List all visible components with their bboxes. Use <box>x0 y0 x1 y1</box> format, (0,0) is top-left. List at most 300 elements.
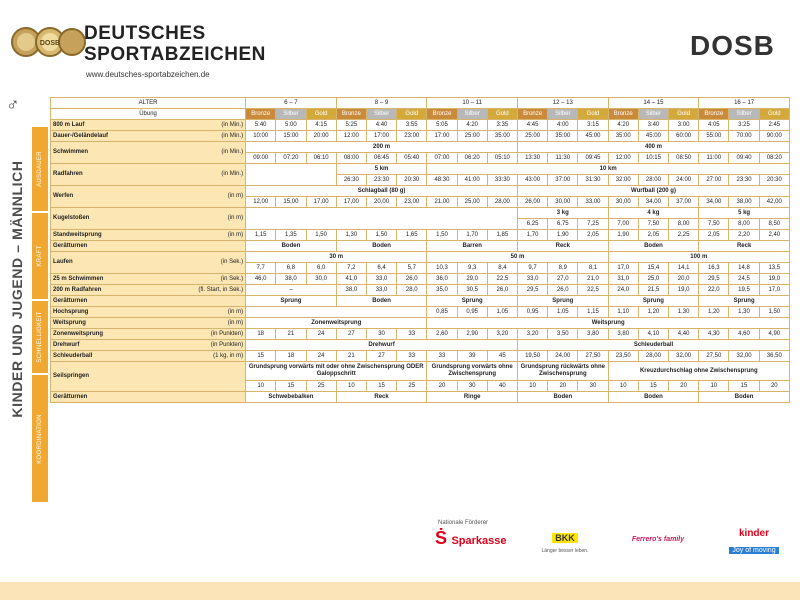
table-row <box>51 340 790 351</box>
exercise-name: 25 m Schwimmen <box>51 274 171 285</box>
value-cell: 30,00 <box>608 197 638 208</box>
value-cell: 41,0 <box>336 274 366 285</box>
value-cell: 1,50 <box>427 230 457 241</box>
value-cell: 35:00 <box>487 131 517 142</box>
distance-label: 5 kg <box>699 208 790 219</box>
value-cell: 19,0 <box>759 274 789 285</box>
exercise-unit: (in m) <box>170 230 246 241</box>
value-cell: 1,90 <box>608 230 638 241</box>
value-cell: 27:00 <box>699 175 729 186</box>
value-cell: 26:30 <box>336 175 366 186</box>
level-silber: Silber <box>548 109 578 120</box>
value-cell: 15 <box>366 381 396 392</box>
value-cell: 5,7 <box>397 263 427 274</box>
value-cell: 20 <box>669 381 699 392</box>
value-cell: 08:00 <box>336 153 366 164</box>
category-koordination <box>32 375 48 502</box>
value-cell: 09:45 <box>578 153 608 164</box>
exercise-name: Drehwurf <box>51 340 171 351</box>
category-label: KRAFT <box>37 245 43 267</box>
value-cell: 60:00 <box>669 131 699 142</box>
value-cell: 38,0 <box>276 274 306 285</box>
value-cell: 25 <box>397 381 427 392</box>
exercise-unit: (fl. Start, in Sek.) <box>170 285 246 296</box>
exercise-name: Weitsprung <box>51 318 171 329</box>
value-cell: 34,00 <box>638 197 668 208</box>
level-gold: Gold <box>306 109 336 120</box>
table-row <box>51 296 790 307</box>
value-cell: 18 <box>276 351 306 362</box>
value-cell: 4,10 <box>638 329 668 340</box>
distance-label: Schlagball (80 g) <box>246 186 518 197</box>
value-cell: 1,50 <box>366 230 396 241</box>
value-cell: 28,0 <box>397 285 427 296</box>
value-cell: 15 <box>246 351 276 362</box>
value-cell: 9,3 <box>457 263 487 274</box>
value-cell: 19,0 <box>669 285 699 296</box>
value-cell: 32,00 <box>669 351 699 362</box>
value-cell: 27,50 <box>578 351 608 362</box>
value-cell: 20:30 <box>397 175 427 186</box>
exercise-unit: (in Punkten) <box>170 329 246 340</box>
value-cell: 0,95 <box>518 307 548 318</box>
value-cell: 3:35 <box>487 120 517 131</box>
value-cell: 30,5 <box>457 285 487 296</box>
discipline-label: Grundsprung vorwärts mit oder ohne Zwischensprung ODER Galoppschritt <box>246 362 427 381</box>
value-cell: 4:15 <box>306 120 336 131</box>
value-cell: 28,00 <box>638 351 668 362</box>
value-cell: 10 <box>699 381 729 392</box>
distance-label: 3 kg <box>518 208 609 219</box>
value-cell: 27,50 <box>699 351 729 362</box>
bkk-logo <box>535 528 595 564</box>
value-cell: 6,25 <box>518 219 548 230</box>
brand-url-link[interactable]: www.deutsches-sportabzeichen.de <box>86 70 210 79</box>
value-cell: 1,35 <box>276 230 306 241</box>
value-cell: 10:15 <box>638 153 668 164</box>
value-cell: 17,0 <box>759 285 789 296</box>
distance-label: 30 m <box>246 252 427 263</box>
value-cell: 33,0 <box>366 285 396 296</box>
value-cell: 42,00 <box>759 197 789 208</box>
exercise-name: 200 m Radfahren <box>51 285 171 296</box>
value-cell: 2,60 <box>427 329 457 340</box>
distance-label: 400 m <box>518 142 790 153</box>
value-cell: 45:00 <box>578 131 608 142</box>
value-cell: 24 <box>306 329 336 340</box>
value-cell: 10 <box>608 381 638 392</box>
value-cell: 41:00 <box>457 175 487 186</box>
value-cell: 37,00 <box>669 197 699 208</box>
sponsor-label: Nationale Förderer <box>438 520 489 526</box>
category-label: KOORDINATION <box>37 413 43 464</box>
bkk-slogan: Länger besser leben. <box>541 548 589 554</box>
value-cell: 6,8 <box>276 263 306 274</box>
value-cell: 1,65 <box>397 230 427 241</box>
footer-band <box>0 582 800 600</box>
value-cell: 2,05 <box>699 230 729 241</box>
value-cell: 10 <box>336 381 366 392</box>
value-cell: 20,0 <box>669 274 699 285</box>
age-group-header: 16 – 17 <box>699 98 790 109</box>
value-cell: 36,50 <box>759 351 789 362</box>
level-bronze: Bronze <box>427 109 457 120</box>
dosb-logo <box>690 30 775 62</box>
value-cell: 13,5 <box>759 263 789 274</box>
value-cell: 1,50 <box>306 230 336 241</box>
age-group-header: 12 – 13 <box>518 98 609 109</box>
exercise-name: Hochsprung <box>51 307 171 318</box>
value-cell: 1,30 <box>669 307 699 318</box>
table-row <box>51 307 790 318</box>
value-cell: 24:00 <box>669 175 699 186</box>
value-cell: 7,50 <box>699 219 729 230</box>
value-cell: 4:40 <box>366 120 396 131</box>
value-cell: 7,2 <box>336 263 366 274</box>
apparatus-cell: Boden <box>246 241 337 252</box>
kinder-text: kinder <box>738 528 769 539</box>
value-cell: 21,00 <box>427 197 457 208</box>
apparatus-cell: Schwebebalken <box>246 392 337 403</box>
value-cell: 43:00 <box>518 175 548 186</box>
value-cell: 07:00 <box>427 153 457 164</box>
exercise-unit: (in Min.) <box>170 131 246 142</box>
value-cell: 4,60 <box>729 329 759 340</box>
value-cell: 3:25 <box>729 120 759 131</box>
value-cell: 25:00 <box>457 131 487 142</box>
level-bronze: Bronze <box>699 109 729 120</box>
level-bronze: Bronze <box>608 109 638 120</box>
value-cell: 16,3 <box>699 263 729 274</box>
ferrero-text: Ferrero's family <box>631 536 685 543</box>
value-cell: 2,05 <box>578 230 608 241</box>
medal-text: DOSB <box>39 40 61 47</box>
value-cell: 18 <box>246 329 276 340</box>
discipline-label: Grundsprung rückwärts ohne Zwischensprung <box>518 362 609 381</box>
value-cell: 33 <box>397 329 427 340</box>
discipline-label: Weitsprung <box>427 318 790 329</box>
value-cell: 40 <box>487 381 517 392</box>
apparatus-cell: Boden <box>608 392 699 403</box>
level-silber: Silber <box>638 109 668 120</box>
value-cell: 17,0 <box>608 263 638 274</box>
value-cell: 6,75 <box>548 219 578 230</box>
value-cell: 05:10 <box>487 153 517 164</box>
exercise-unit: (in Punkten) <box>170 340 246 351</box>
value-cell: 1,70 <box>518 230 548 241</box>
apparatus-cell: Reck <box>699 241 790 252</box>
value-cell: 08:50 <box>669 153 699 164</box>
value-cell: 35:00 <box>548 131 578 142</box>
header-row-levels <box>51 109 790 120</box>
level-bronze: Bronze <box>518 109 548 120</box>
value-cell: 13:30 <box>518 153 548 164</box>
level-gold: Gold <box>578 109 608 120</box>
exercise-name: Schleuderball <box>51 351 171 362</box>
table-row <box>51 392 790 403</box>
exercise-name: Schwimmen <box>51 142 171 164</box>
level-silber: Silber <box>276 109 306 120</box>
value-cell: 5:00 <box>276 120 306 131</box>
value-cell: 17:00 <box>427 131 457 142</box>
bkk-text: BKK <box>552 533 578 543</box>
value-cell: 25,00 <box>457 197 487 208</box>
apparatus-cell: Sprung <box>246 296 337 307</box>
performance-table <box>50 97 790 403</box>
table-row <box>51 274 790 285</box>
value-cell: 15 <box>729 381 759 392</box>
value-cell: 1,70 <box>457 230 487 241</box>
value-cell: 1,05 <box>548 307 578 318</box>
value-cell: 4,30 <box>699 329 729 340</box>
value-cell: 15 <box>276 381 306 392</box>
uebung-label: Übung <box>51 109 246 120</box>
apparatus-cell: Sprung <box>608 296 699 307</box>
value-cell: 4:20 <box>608 120 638 131</box>
level-silber: Silber <box>366 109 396 120</box>
value-cell: 07:20 <box>276 153 306 164</box>
value-cell: 10 <box>518 381 548 392</box>
value-cell: 11:30 <box>548 153 578 164</box>
value-cell: 7,50 <box>638 219 668 230</box>
alter-label: ALTER <box>51 98 246 109</box>
value-cell: 3,20 <box>487 329 517 340</box>
value-cell: 1,85 <box>487 230 517 241</box>
value-cell: 35:00 <box>608 131 638 142</box>
age-group-header: 10 – 11 <box>427 98 518 109</box>
exercise-unit: (in m) <box>170 307 246 318</box>
value-cell: 12,00 <box>246 197 276 208</box>
value-cell: 4,40 <box>669 329 699 340</box>
table-row <box>51 208 790 219</box>
value-cell: 14,1 <box>669 263 699 274</box>
vertical-title <box>4 94 30 484</box>
table-row <box>51 285 790 296</box>
ferrero-logo <box>628 528 688 564</box>
value-cell: 90:00 <box>759 131 789 142</box>
value-cell: 23:30 <box>729 175 759 186</box>
value-cell: 17,00 <box>336 197 366 208</box>
value-cell: 1,15 <box>246 230 276 241</box>
apparatus-cell: Sprung <box>518 296 609 307</box>
value-cell: 70:00 <box>729 131 759 142</box>
category-label: AUSDAUER <box>37 151 43 187</box>
level-gold: Gold <box>759 109 789 120</box>
value-cell: 08:20 <box>759 153 789 164</box>
value-cell: 09:00 <box>246 153 276 164</box>
value-cell: 23:00 <box>397 131 427 142</box>
apparatus-cell: Barren <box>427 241 518 252</box>
value-cell: 1,10 <box>608 307 638 318</box>
value-cell: 25 <box>306 381 336 392</box>
value-cell: 19,50 <box>518 351 548 362</box>
exercise-name: Radfahren <box>51 164 171 186</box>
value-cell: 26,0 <box>397 274 427 285</box>
value-cell: 48:30 <box>427 175 457 186</box>
value-cell: 15 <box>638 381 668 392</box>
value-cell: 10 <box>246 381 276 392</box>
exercise-unit: (in Min.) <box>170 164 246 186</box>
apparatus-cell: Boden <box>336 241 427 252</box>
value-cell: 4:05 <box>699 120 729 131</box>
value-cell: 32,00 <box>729 351 759 362</box>
value-cell: 45:00 <box>638 131 668 142</box>
exercise-unit: (in Min.) <box>170 142 246 164</box>
value-cell: 25:00 <box>518 131 548 142</box>
apparatus-cell: Reck <box>336 392 427 403</box>
table-row <box>51 142 790 153</box>
exercise-name: Dauer-/Geländelauf <box>51 131 171 142</box>
value-cell: 3,20 <box>518 329 548 340</box>
discipline-label: Kreuzdurchschlag ohne Zwischensprung <box>608 362 789 381</box>
distance-label: 4 kg <box>608 208 699 219</box>
value-cell: 45 <box>487 351 517 362</box>
table-row <box>51 318 790 329</box>
value-cell: 2:45 <box>759 120 789 131</box>
value-cell: 27 <box>336 329 366 340</box>
value-cell: 24 <box>306 351 336 362</box>
sparkasse-text: Sparkasse <box>451 535 507 547</box>
discipline-label: Schleuderball <box>518 340 790 351</box>
value-cell: 25,0 <box>638 274 668 285</box>
table-row <box>51 351 790 362</box>
value-cell: 23:30 <box>366 175 396 186</box>
value-cell: 39 <box>457 351 487 362</box>
value-cell: 1,50 <box>759 307 789 318</box>
empty-cell <box>246 307 427 318</box>
table-row <box>51 230 790 241</box>
kinder-logo <box>720 528 788 564</box>
value-cell: 21 <box>336 351 366 362</box>
value-cell: 24,00 <box>548 351 578 362</box>
exercise-unit: (in m) <box>170 208 246 230</box>
level-gold: Gold <box>669 109 699 120</box>
value-cell: 33,00 <box>578 197 608 208</box>
vertical-title-text: KINDER UND JUGEND – MÄNNLICH <box>9 160 25 418</box>
exercise-name: Laufen <box>51 252 171 274</box>
value-cell: 33:30 <box>487 175 517 186</box>
value-cell: 2,20 <box>729 230 759 241</box>
value-cell: 30 <box>366 329 396 340</box>
value-cell: 33 <box>427 351 457 362</box>
value-cell: 3,80 <box>578 329 608 340</box>
value-cell: 2,25 <box>669 230 699 241</box>
level-gold: Gold <box>487 109 517 120</box>
value-cell: 29,5 <box>699 274 729 285</box>
apparatus-cell: Boden <box>518 392 609 403</box>
value-cell: 6,0 <box>306 263 336 274</box>
value-cell: 30,00 <box>548 197 578 208</box>
distance-label: Wurfball (200 g) <box>518 186 790 197</box>
value-cell: 06:10 <box>306 153 336 164</box>
category-kraft <box>32 213 48 299</box>
exercise-name: Gerätturnen <box>51 392 246 403</box>
apparatus-cell: Boden <box>608 241 699 252</box>
value-cell: 46,0 <box>246 274 276 285</box>
value-cell: 09:40 <box>729 153 759 164</box>
apparatus-cell: Sprung <box>699 296 790 307</box>
value-cell: 20:00 <box>306 131 336 142</box>
value-cell: 27,0 <box>548 274 578 285</box>
apparatus-cell: Ringe <box>427 392 518 403</box>
value-cell: 0,95 <box>457 307 487 318</box>
value-cell: 27 <box>366 351 396 362</box>
table-row <box>51 164 790 175</box>
value-cell: 1,20 <box>699 307 729 318</box>
value-cell: 0,85 <box>427 307 457 318</box>
value-cell: 1,30 <box>729 307 759 318</box>
table-row <box>51 252 790 263</box>
header-row-age <box>51 98 790 109</box>
value-cell: 24,0 <box>608 285 638 296</box>
distance-label: 10 km <box>427 164 790 175</box>
value-cell: 26,0 <box>487 285 517 296</box>
value-cell: 1,30 <box>336 230 366 241</box>
male-symbol-icon: ♂ <box>6 94 20 114</box>
distance-label: 100 m <box>608 252 789 263</box>
discipline-label: Zonenweitsprung <box>246 318 427 329</box>
value-cell: 20 <box>548 381 578 392</box>
dosb-logo-text: DOSB <box>690 30 775 61</box>
value-cell: 10:00 <box>246 131 276 142</box>
exercise-unit: (in Min.) <box>170 120 246 131</box>
discipline-label: Grundsprung vorwärts ohne Zwischensprung <box>427 362 518 381</box>
value-cell: 31,0 <box>608 274 638 285</box>
value-cell: 33,0 <box>518 274 548 285</box>
value-cell: 8,50 <box>759 219 789 230</box>
value-cell: 28,00 <box>487 197 517 208</box>
value-cell: 6,4 <box>366 263 396 274</box>
value-cell: 12:00 <box>336 131 366 142</box>
value-cell: 12:00 <box>608 153 638 164</box>
value-cell: 1,20 <box>638 307 668 318</box>
empty-cell <box>246 208 518 230</box>
exercise-name: Standweitsprung <box>51 230 171 241</box>
value-cell: 32:00 <box>608 175 638 186</box>
value-cell: 10,3 <box>427 263 457 274</box>
apparatus-cell: Boden <box>336 296 427 307</box>
sparkasse-icon: Ṡ <box>435 528 448 548</box>
exercise-name: Kugelstoßen <box>51 208 171 230</box>
age-group-header: 6 – 7 <box>246 98 337 109</box>
value-cell: 3:40 <box>638 120 668 131</box>
value-cell: 30 <box>578 381 608 392</box>
table-row <box>51 120 790 131</box>
value-cell: 24,5 <box>729 274 759 285</box>
value-cell: 8,00 <box>669 219 699 230</box>
value-cell: 8,4 <box>487 263 517 274</box>
value-cell: 15:00 <box>276 131 306 142</box>
category-label: SCHNELLIGKEIT <box>37 311 43 363</box>
value-cell: 34,00 <box>699 197 729 208</box>
value-cell: 33,0 <box>366 274 396 285</box>
value-cell: 2,05 <box>638 230 668 241</box>
exercise-unit: (in Sek.) <box>170 252 246 274</box>
kinder-slogan: Joy of moving <box>729 547 778 554</box>
value-cell: 23,00 <box>397 197 427 208</box>
value-cell: 23,50 <box>608 351 638 362</box>
table-row <box>51 329 790 340</box>
value-cell: 20,00 <box>366 197 396 208</box>
table-row <box>51 186 790 197</box>
value-cell: 05:40 <box>397 153 427 164</box>
value-cell: 7,7 <box>246 263 276 274</box>
table-row <box>51 131 790 142</box>
value-cell: 5:05 <box>427 120 457 131</box>
value-cell: 3:00 <box>669 120 699 131</box>
value-cell: 06:20 <box>457 153 487 164</box>
age-group-header: 8 – 9 <box>336 98 427 109</box>
